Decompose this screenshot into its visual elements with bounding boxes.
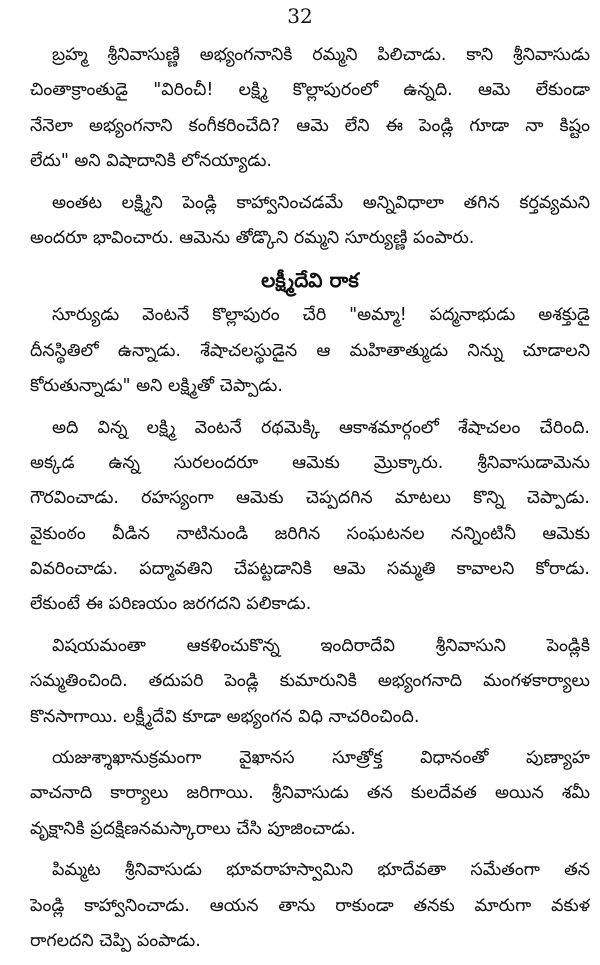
text-line: లేకుంటే ఈ పరిణయం జరగదని పలికాడు. [30, 594, 312, 615]
text-line: వైకుంఠం వీడిన నాటినుండి జరిగిన సంఘటనల నన్నింటినీ ఆమెకు [30, 523, 590, 544]
text-line: లేదు" అని విషాదానికి లోనయ్యాడు. [30, 151, 272, 172]
paragraph [30, 741, 590, 847]
text-line: వృక్షానికి ప్రదక్షిణనమస్కారాలు చేసి పూజించాడు. [30, 818, 356, 839]
paragraph [30, 411, 590, 623]
text-line: వివరించాడు. పద్మావతిని చేపట్టడానికి ఆమె సమ్మతి కావాలని కోరాడు. [30, 559, 590, 580]
page-number: 32 [287, 4, 313, 28]
text-line: అంతట లక్ష్మిని పెండ్లి కాహ్వానించడమే అన్నివిధాలా తగిన కర్తవ్యమని [52, 192, 590, 213]
text-line: విషయమంతా ఆకళించుకొన్న ఇందిరాదేవి శ్రీనివాసుని పెండ్లికి [52, 635, 590, 656]
text-line: పిమ్మట శ్రీనివాసుడు భూవరాహస్వామిని భూదేవతా సమేతంగా తన [52, 860, 590, 881]
paragraph [30, 298, 590, 404]
text-line: బ్రహ్మ శ్రీనివాసుణ్ణి అభ్యంగనానికి రమ్మని పిలిచాడు. కాని శ్రీనివాసుడు [52, 45, 590, 65]
paragraph [30, 38, 590, 180]
paragraph [30, 629, 590, 735]
page-body [30, 38, 590, 965]
text-line: నేనెలా అభ్యంగనాని కంగీకరించేది? ఆమె లేని ఈ పెండ్లి గూడా నా కిష్టం [30, 115, 590, 136]
text-line: చింతాక్రాంతుడై "విరించీ! లక్ష్మి కొల్లాపురంలో ఉన్నది. ఆమె లేకుండా [30, 80, 590, 101]
paragraph [30, 186, 590, 257]
paragraph [30, 853, 590, 959]
text-line: వాచనాది కార్యాలు జరిగాయి. శ్రీనివాసుడు తన కులదేవత అయిన శమీ [30, 783, 590, 804]
text-line: పెండ్లి కాహ్వానించాడు. ఆయన తాను రాకుండా తనకు మారుగా వకుళ [30, 895, 590, 916]
text-line: అది విన్న లక్ష్మి వెంటనే రథమెక్కి ఆకాశమార్గంలో శేషాచలం చేరింది. [52, 417, 590, 438]
text-line: యజుశ్శాఖానుక్రమంగా వైఖానస సూత్రోక్త విధానంతో పుణ్యాహ [52, 748, 590, 769]
section-heading: లక్ష్మీదేవి రాక [261, 268, 359, 293]
text-line: గౌరవించాడు. రహస్యంగా ఆమెకు చెప్పదగిన మాటలు కొన్ని చెప్పాడు. [30, 488, 590, 509]
text-line: కోరుతున్నాడు" అని లక్ష్మితో చెప్పాడు. [30, 376, 283, 397]
text-line: సమ్మతించింది. తదుపరి పెండ్లి కుమారునికి అభ్యంగనాది మంగళకార్యాలు [30, 671, 590, 692]
text-line: అక్కడ ఉన్న సురలందరూ ఆమెకు మ్రొక్కారు. శ్రీనివాసుడామెను [30, 452, 590, 473]
text-line: దీనస్థితిలో ఉన్నాడు. శేషాచలస్థుడైన ఆ మహితాత్ముడు నిన్ను చూడాలని [30, 340, 590, 361]
text-line: అందరూ భావించారు. ఆమెను తోడ్కొని రమ్మని సూర్యుణ్ణి పంపారు. [30, 227, 475, 248]
text-line: రాగలదని చెప్పి పంపాడు. [30, 930, 201, 951]
text-line: సూర్యుడు వెంటనే కొల్లాపురం చేరి "అమ్మా! పద్మనాభుడు అశక్తుడై [52, 305, 590, 326]
text-line: కొనసాగాయి. లక్ష్మీదేవి కూడా అభ్యంగన విధి నాచరించింది. [30, 706, 420, 727]
